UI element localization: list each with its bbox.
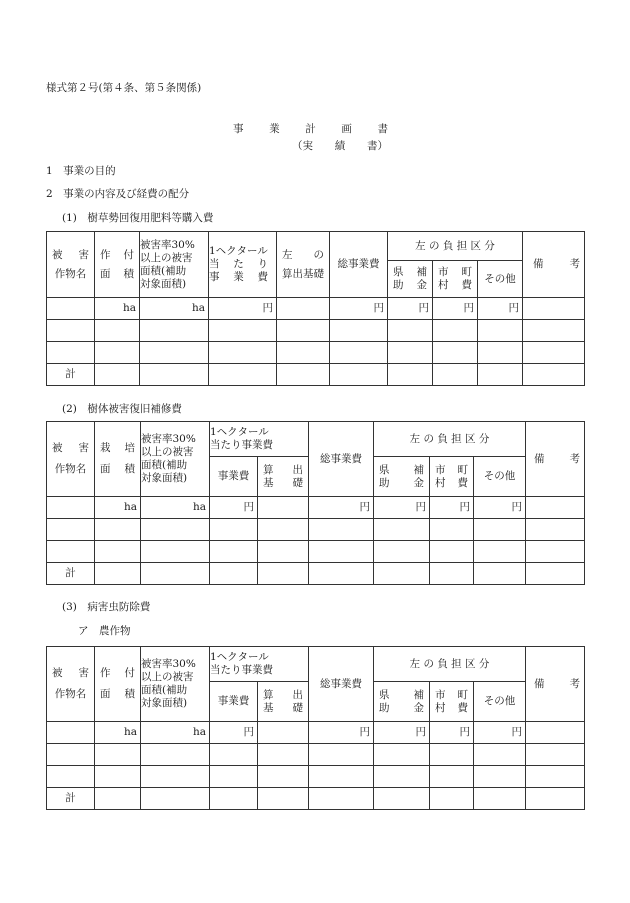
- table-row: [47, 541, 585, 563]
- unit-ha: ha: [140, 298, 209, 320]
- unit-yen: 円: [330, 298, 388, 320]
- table-row-total: [47, 788, 585, 810]
- col-header-crop: 被 害 作物名: [47, 232, 95, 298]
- table-row: [47, 744, 585, 766]
- col-header-total-cost: 総事業費: [330, 232, 388, 298]
- unit-yen: 円: [478, 298, 523, 320]
- total-label: 計: [47, 563, 95, 585]
- unit-yen: 円: [374, 722, 430, 744]
- col-header-pref-subsidy: 県 補 助 金: [388, 261, 433, 298]
- subtitle-part: 書）: [367, 140, 388, 152]
- col-header-remarks: 備 考: [526, 422, 585, 497]
- document-subtitle: [292, 138, 388, 153]
- table-row-units: [47, 298, 585, 320]
- table-fertilizer: [46, 231, 585, 386]
- total-label: 計: [47, 364, 95, 386]
- col-header-cost-per-ha: 1ヘクタール 当たり事業費: [210, 647, 309, 682]
- table-row-total: [47, 563, 585, 585]
- total-label: 計: [47, 788, 95, 810]
- col-header-project-cost: 事業費: [210, 457, 258, 497]
- table-row: [47, 519, 585, 541]
- col-header-municipal: 市 町 村 費: [430, 682, 474, 722]
- section-3-heading: (3) 病害虫防除費: [62, 601, 151, 613]
- section-2-heading: (2) 樹体被害復旧補修費: [62, 403, 182, 415]
- col-header-damage-rate: 被害率30% 以上の被害 面積(補助 対象面積): [140, 232, 209, 298]
- col-header-cultivated-area: 栽 培 面 積: [95, 422, 141, 497]
- col-header-pref-subsidy: 県 補 助 金: [374, 682, 430, 722]
- col-header-total-cost: 総事業費: [309, 647, 374, 722]
- col-header-burden: 左 の 負 担 区 分: [388, 232, 523, 261]
- col-header-crop: 被 害 作物名: [47, 647, 95, 722]
- col-header-municipal: 市 町 村 費: [430, 457, 474, 497]
- section-1-heading: (1) 樹草勢回復用肥料等購入費: [62, 212, 214, 224]
- col-header-project-cost: 事業費: [210, 682, 258, 722]
- table-row: [47, 766, 585, 788]
- col-header-burden: 左 の 負 担 区 分: [374, 647, 526, 682]
- col-header-damage-rate: 被害率30% 以上の被害 面積(補助 対象面積): [141, 647, 210, 722]
- unit-yen: 円: [388, 298, 433, 320]
- table-row: [47, 342, 585, 364]
- col-header-remarks: 備 考: [523, 232, 585, 298]
- title-char: 書: [377, 123, 388, 135]
- table-row-total: [47, 364, 585, 386]
- col-header-remarks: 備 考: [526, 647, 585, 722]
- unit-yen: 円: [433, 298, 478, 320]
- unit-ha: ha: [141, 722, 210, 744]
- title-char: 事: [233, 123, 244, 135]
- col-header-calc-basis: 算 出 基 礎: [258, 457, 309, 497]
- unit-yen: 円: [474, 722, 526, 744]
- unit-yen: 円: [209, 298, 277, 320]
- item-content: 2 事業の内容及び経費の配分: [46, 188, 190, 200]
- subtitle-part: 績: [334, 140, 346, 152]
- unit-ha: ha: [95, 298, 140, 320]
- table-row-units: [47, 722, 585, 744]
- unit-yen: 円: [309, 497, 374, 519]
- unit-ha: ha: [95, 497, 141, 519]
- col-header-cost-per-ha: 1ヘクタール 当 た り 事 業 費: [209, 232, 277, 298]
- document-title: [233, 121, 388, 136]
- col-header-other: その他: [474, 682, 526, 722]
- col-header-municipal: 市 町 村 費: [433, 261, 478, 298]
- unit-yen: 円: [430, 497, 474, 519]
- subtitle-part: （実: [292, 140, 313, 152]
- col-header-pref-subsidy: 県 補 助 金: [374, 457, 430, 497]
- table-pest-control: [46, 646, 585, 810]
- col-header-area: 作 付 面 積: [95, 232, 140, 298]
- item-purpose: 1 事業の目的: [46, 165, 116, 177]
- col-header-basis: 左 の 算出基礎: [277, 232, 330, 298]
- col-header-damage-rate: 被害率30% 以上の被害 面積(補助 対象面積): [141, 422, 210, 497]
- unit-yen: 円: [309, 722, 374, 744]
- unit-yen: 円: [210, 722, 258, 744]
- unit-yen: 円: [374, 497, 430, 519]
- col-header-other: その他: [474, 457, 526, 497]
- form-number: 様式第２号(第４条、第５条関係): [46, 82, 202, 94]
- title-char: 計: [305, 123, 316, 135]
- col-header-area: 作 付 面 積: [95, 647, 141, 722]
- col-header-calc-basis: 算 出 基 礎: [258, 682, 309, 722]
- unit-ha: ha: [141, 497, 210, 519]
- unit-ha: ha: [95, 722, 141, 744]
- unit-yen: 円: [474, 497, 526, 519]
- unit-yen: 円: [430, 722, 474, 744]
- table-row: [47, 320, 585, 342]
- col-header-total-cost: 総事業費: [309, 422, 374, 497]
- section-3a-heading: ア 農作物: [78, 625, 131, 637]
- table-tree-repair: [46, 421, 585, 585]
- col-header-other: その他: [478, 261, 523, 298]
- unit-yen: 円: [210, 497, 258, 519]
- title-char: 画: [341, 123, 352, 135]
- col-header-crop: 被 害 作物名: [47, 422, 95, 497]
- col-header-burden: 左 の 負 担 区 分: [374, 422, 526, 457]
- title-char: 業: [269, 123, 280, 135]
- col-header-cost-per-ha: 1ヘクタール 当たり事業費: [210, 422, 309, 457]
- table-row-units: [47, 497, 585, 519]
